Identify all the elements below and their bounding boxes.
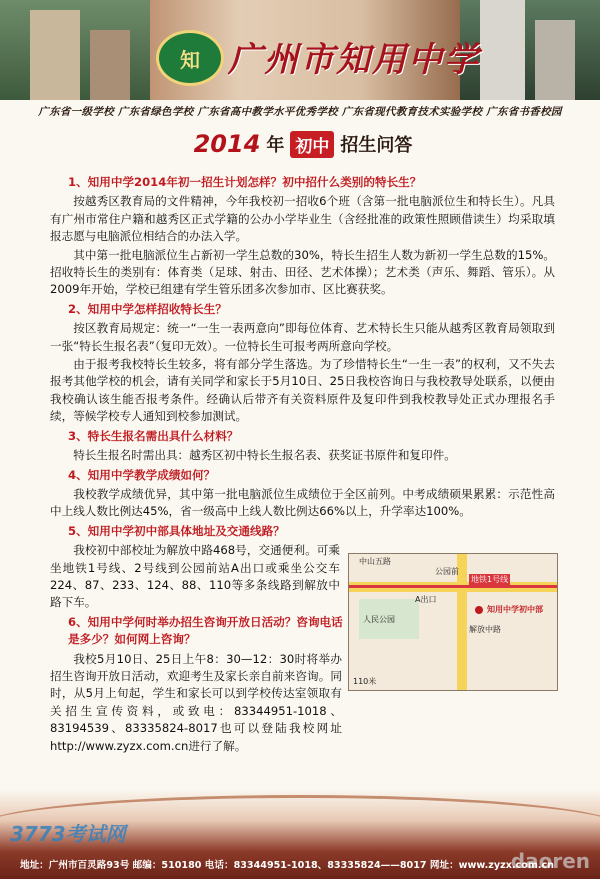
question-4: 4、知用中学教学成绩如何？ [68, 467, 216, 482]
watermark-daoren: daoren [510, 849, 590, 873]
map-label-road-zhongshan: 中山五路 [359, 557, 391, 566]
map-label-park: 人民公园 [363, 615, 395, 624]
header-banner [0, 0, 600, 100]
map-scale: 110米 [353, 677, 377, 686]
page-title [168, 128, 438, 160]
map-label-school: 知用中学初中部 [487, 605, 543, 614]
question-2: 2、知用中学怎样招收特长生？ [68, 301, 227, 316]
map-metro-line [349, 585, 557, 588]
title-rest: 招生问答 [340, 135, 413, 156]
campus-photo-right [460, 0, 600, 100]
answer-3-paragraph-1: 特长生报名时需出具：越秀区初中特长生报名表、获奖证书原件和复印件。 [73, 448, 456, 463]
question-1: 1、知用中学2014年初一招生计划怎样？初中招什么类别的特长生？ [68, 175, 422, 189]
title-nian: 年 [266, 135, 285, 156]
map-label-exit: A出口 [415, 595, 437, 604]
question-5: 5、知用中学初中部具体地址及交通线路？ [68, 523, 285, 538]
title-year: 2014 [193, 130, 261, 158]
answer-1-paragraph-2: 其中第一批电脑派位生占新初一学生总数的30%，特长生招生人数为新初一学生总数的15%。招收特长生的类别有：体育类（足球、射击、田径、艺术体操）；艺术类（声乐、舞蹈、管乐）。从2009年开始，学校已组建有学生管乐团多次参加市、区比赛获奖。 [50, 247, 555, 297]
map-label-station: 公园前 [435, 567, 459, 576]
watermark-3773: 3773考试网 [10, 822, 126, 846]
map-label-road-jiefang: 解放中路 [469, 625, 501, 634]
answer-2-paragraph-2: 由于报考我校特长生较多，将有部分学生落选。为了珍惜特长生“一生一表”的权利，又不失去报考其他学校的机会，请有关同学和家长于5月10日、25日我校咨询日与我校教导处联系，以便由我校确认该生能否报考条件。经确认后带齐有关资料原件及复印件到我校教导处正式办理报名手续，等候学校专人通知到校参加测试。 [50, 357, 555, 424]
school-logo: 知 [156, 30, 224, 86]
answer-1-paragraph-1: 按越秀区教育局的文件精神，今年我校初一招收6个班（含第一批电脑派位生和特长生）。凡具有广州市常住户籍和越秀区正式学籍的公办小学毕业生（含经批准的政策性照顾借读生）均采取填报志愿与电脑派位相结合的办法入学。 [50, 194, 555, 244]
title-highlight: 初中 [290, 131, 334, 158]
school-name: 广州市知用中学 [228, 40, 480, 80]
footer-banner [0, 789, 600, 879]
question-3: 3、特长生报名需出具什么材料？ [68, 428, 239, 443]
map-label-metro: 地铁1号线 [471, 575, 509, 584]
location-map [348, 553, 558, 691]
answer-2-paragraph-1: 按区教育局规定：统一“一生一表两意向”即每位体育、艺术特长生只能从越秀区教育局领取到一张“特长生报名表”（复印无效）。一位特长生可报考两所意向学校。 [50, 321, 555, 353]
map-pin-icon [475, 606, 483, 614]
answer-4-paragraph-1: 我校教学成绩优异，其中第一批电脑派位生成绩位于全区前列。中考成绩硕果累累：示范性高中上线人数比例达45%，省一级高中上线人数比例达66%以上，升学率达100%。 [50, 486, 555, 519]
answer-6-paragraph-1: 我校5月10日、25日上午8：30—12：30时将举办招生咨询开放日活动，欢迎考生及家长亲自前来咨询。同时，从5月上旬起，学生和家长可以到学校传达室领取有关招生宣传资料，或致电：83344951-1018、83194539、83335824-8017也可以登陆我校网址http://www.zyzx.com.cn进行了解。 [50, 651, 342, 753]
answer-5-paragraph-1: 我校初中部校址为解放中路468号，交通便利。可乘坐地铁1号线、2号线到公园前站A出口或乘坐公交车224、87、233、124、88、110等多条线路到解放中路下车。 [50, 543, 340, 610]
school-honors: 广东省一级学校 广东省绿色学校 广东省高中教学水平优秀学校 广东省现代教育技术实验学校 广东省书香校园 [38, 106, 562, 118]
campus-photo-left [0, 0, 150, 100]
question-6: 6、知用中学何时举办招生咨询开放日活动？咨询电话是多少？如何网上咨询？ [68, 614, 343, 647]
footer-contact: 地址：广州市百灵路93号 邮编：510180 电话：83344951-1018、83335824——8017 网址：www.zyzx.com.cn [20, 860, 554, 871]
